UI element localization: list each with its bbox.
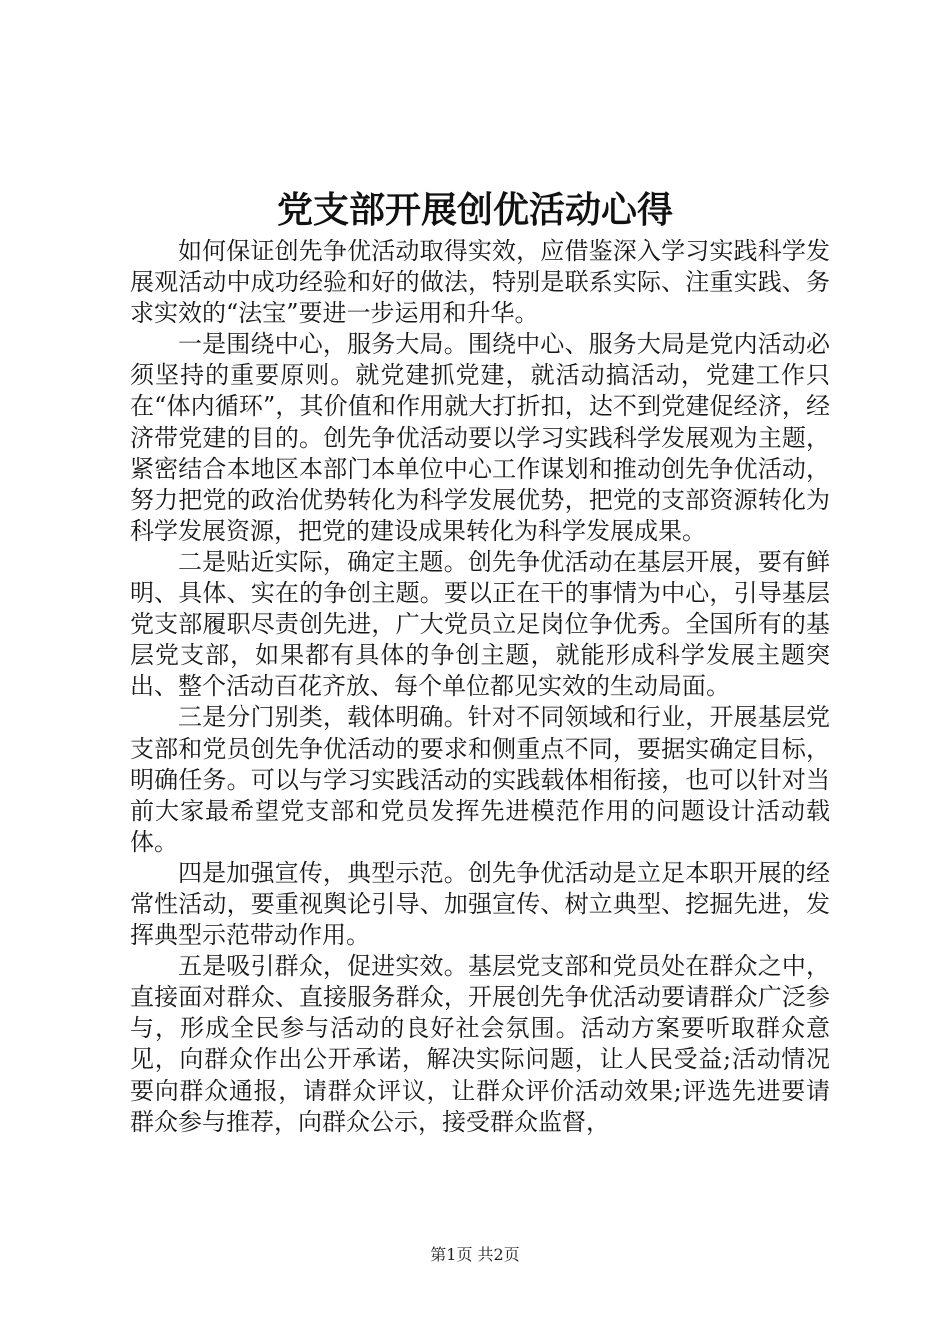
page-number-label: 第1页 共2页 xyxy=(430,1245,520,1264)
paragraph-point-1: 一是围绕中心，服务大局。围绕中心、服务大局是党内活动必须坚持的重要原则。就党建抓党建，就活动搞活动，党建工作只在“体内循环”，其价值和作用就大打折扣，达不到党建促经济，经济带党建的目的。创先争优活动要以学习实践科学发展观为主题，紧密结合本地区本部门本单位中心工作谋划和推动创先争优活动，努力把党的政治优势转化为科学发展优势，把党的支部资源转化为科学发展资源，把党的建设成果转化为科学发展成果。 xyxy=(130,330,830,545)
paragraph-intro: 如何保证创先争优活动取得实效，应借鉴深入学习实践科学发展观活动中成功经验和好的做法，特别是联系实际、注重实践、务求实效的“法宝”要进一步运用和升华。 xyxy=(130,237,830,328)
paragraph-point-3: 三是分门别类，载体明确。针对不同领域和行业，开展基层党支部和党员创先争优活动的要求和侧重点不同，要据实确定目标，明确任务。可以与学习实践活动的实践载体相衔接，也可以针对当前大家最希望党支部和党员发挥先进模范作用的问题设计活动载体。 xyxy=(130,703,830,856)
document-title: 党支部开展创优活动心得 xyxy=(276,189,673,231)
paragraph-point-2: 二是贴近实际，确定主题。创先争优活动在基层开展，要有鲜明、具体、实在的争创主题。要以正在干的事情为中心，引导基层党支部履职尽责创先进，广大党员立足岗位争优秀。全国所有的基层党支部，如果都有具体的争创主题，就能形成科学发展主题突出、整个活动百花齐放、每个单位都见实效的生动局面。 xyxy=(130,547,830,701)
page-footer xyxy=(0,1244,950,1266)
paragraph-point-4: 四是加强宣传，典型示范。创先争优活动是立足本职开展的经常性活动，要重视舆论引导、加强宣传、树立典型、挖掘先进，发挥典型示范带动作用。 xyxy=(130,858,830,950)
document-body xyxy=(130,236,830,1138)
paragraph-point-5: 五是吸引群众，促进实效。基层党支部和党员处在群众之中，直接面对群众、直接服务群众，开展创先争优活动要请群众广泛参与，形成全民参与活动的良好社会氛围。活动方案要听取群众意见，向群众作出公开承诺，解决实际问题，让人民受益;活动情况要向群众通报，请群众评议，让群众评价活动效果;评选先进要请群众参与推荐，向群众公示，接受群众监督， xyxy=(130,952,830,1136)
